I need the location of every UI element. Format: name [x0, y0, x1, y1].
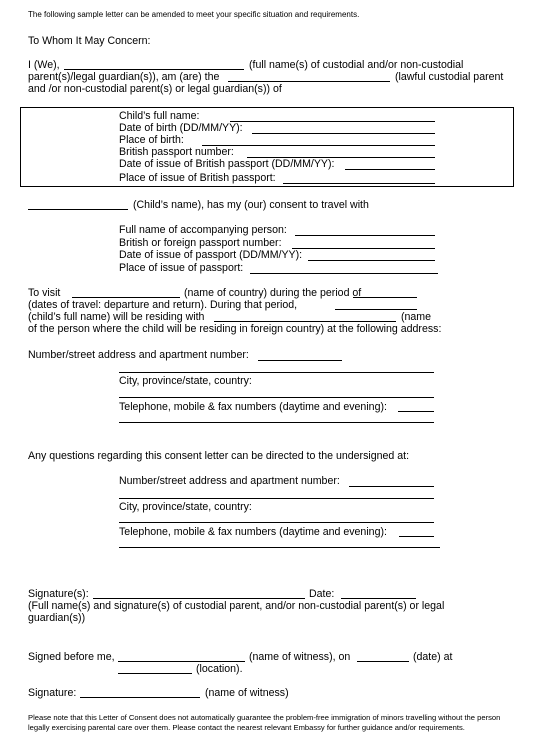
witness-date-field[interactable]	[357, 661, 409, 662]
signature-note-line1: (Full name(s) and signature(s) of custodial parent, and/or non-custodial parent(s) or legal	[28, 600, 445, 612]
para1-line1-end: (full name(s) of custodial and/or non-custodial	[249, 59, 464, 71]
accompany-passport-label: British or foreign passport number:	[119, 237, 282, 249]
witness-signature-label: Signature:	[28, 687, 77, 699]
visit-line2: (dates of travel: departure and return). During that period,	[28, 299, 298, 311]
witness-name-field[interactable]	[118, 661, 245, 662]
visit-line3-end: (name	[401, 311, 432, 323]
child-passport-label: British passport number:	[119, 146, 234, 158]
signature-note-line2: guardian(s))	[28, 612, 86, 624]
visit-line4: of the person where the child will be residing in foreign country) at the following address:	[28, 323, 442, 335]
child-name-label: Child’s full name:	[119, 110, 200, 122]
intro-note: The following sample letter can be amended to meet your specific situation and requirements.	[28, 10, 360, 19]
para1-line1-start: I (We),	[28, 59, 60, 71]
host-name-field[interactable]	[214, 321, 396, 322]
questions-line: Any questions regarding this consent letter can be directed to the undersigned at:	[28, 450, 410, 462]
accompany-issue-date-label: Date of issue of passport (DD/MM/YY):	[119, 249, 303, 261]
signature-label: Signature(s):	[28, 588, 89, 600]
salutation: To Whom It May Concern:	[28, 35, 151, 47]
child-dob-label: Date of birth (DD/MM/YY):	[119, 122, 243, 134]
travel-period-field[interactable]	[353, 297, 417, 298]
accompany-issue-place-field[interactable]	[250, 273, 438, 274]
accompany-name-label: Full name of accompanying person:	[119, 224, 287, 236]
address2-city-field[interactable]	[119, 522, 434, 523]
address2-city-label: City, province/state, country:	[119, 501, 252, 513]
address1-city-field[interactable]	[119, 397, 434, 398]
footer-note: Please note that this Letter of Consent does not automatically guarantee the problem-free immigration of minors travelling without the person legally exercising parental care over them. Please contact the nearest relevant Embassy for further guidance and/or requirements.	[28, 713, 501, 732]
witness-line1-end: (date) at	[413, 651, 453, 663]
visit-dates-field[interactable]	[335, 309, 417, 310]
address2-phone-label: Telephone, mobile & fax numbers (daytime and evening):	[119, 526, 387, 538]
visit-line3-start: (child’s full name) will be residing with	[28, 311, 205, 323]
address2-street-line2[interactable]	[119, 498, 434, 499]
consent-child-name-field[interactable]	[28, 209, 128, 210]
address1-phone-line2[interactable]	[119, 422, 434, 423]
address2-phone-field[interactable]	[399, 536, 434, 537]
accompany-name-field[interactable]	[295, 235, 435, 236]
signature-field[interactable]	[93, 598, 305, 599]
parent-name-field[interactable]	[64, 69, 244, 70]
para1-line3: and /or non-custodial parent(s) or legal guardian(s)) of	[28, 83, 282, 95]
child-pob-field[interactable]	[202, 145, 435, 146]
address1-city-label: City, province/state, country:	[119, 375, 252, 387]
accompany-issue-date-field[interactable]	[308, 260, 435, 261]
address1-phone-label: Telephone, mobile & fax numbers (daytime and evening):	[119, 401, 387, 413]
para1-line2-start: parent(s)/legal guardian(s)), am (are) the	[28, 71, 220, 83]
signature-date-label: Date:	[309, 588, 335, 600]
visit-line1-end: (name of country) during the period of	[184, 287, 362, 299]
relationship-field[interactable]	[228, 81, 390, 82]
signature-date-field[interactable]	[341, 598, 416, 599]
witness-location-label: (location).	[196, 663, 243, 675]
child-passport-issue-place-field[interactable]	[283, 183, 435, 184]
child-passport-issue-date-field[interactable]	[345, 169, 435, 170]
country-field[interactable]	[72, 297, 180, 298]
child-passport-issue-place-label: Place of issue of British passport:	[119, 172, 276, 184]
address2-street-label: Number/street address and apartment number:	[119, 475, 340, 487]
child-passport-issue-date-label: Date of issue of British passport (DD/MM/YY):	[119, 158, 335, 170]
address1-phone-field[interactable]	[398, 411, 434, 412]
address2-street-field[interactable]	[349, 486, 434, 487]
witness-signature-note: (name of witness)	[205, 687, 289, 699]
child-pob-label: Place of birth:	[119, 134, 184, 146]
address1-street-line2[interactable]	[119, 372, 434, 373]
accompany-passport-field[interactable]	[292, 248, 435, 249]
accompany-issue-place-label: Place of issue of passport:	[119, 262, 244, 274]
child-name-field[interactable]	[230, 121, 435, 122]
witness-line1-mid: (name of witness), on	[249, 651, 351, 663]
consent-line: (Child’s name), has my (our) consent to travel with	[133, 199, 369, 211]
address2-phone-line2[interactable]	[119, 547, 440, 548]
address1-street-label: Number/street address and apartment number:	[28, 349, 249, 361]
witness-line1-start: Signed before me,	[28, 651, 115, 663]
para1-line2-end: (lawful custodial parent	[395, 71, 504, 83]
address1-street-field[interactable]	[258, 360, 342, 361]
child-dob-field[interactable]	[252, 133, 435, 134]
witness-location-field[interactable]	[118, 673, 192, 674]
visit-line1-start: To visit	[28, 287, 61, 299]
witness-signature-field[interactable]	[80, 697, 200, 698]
